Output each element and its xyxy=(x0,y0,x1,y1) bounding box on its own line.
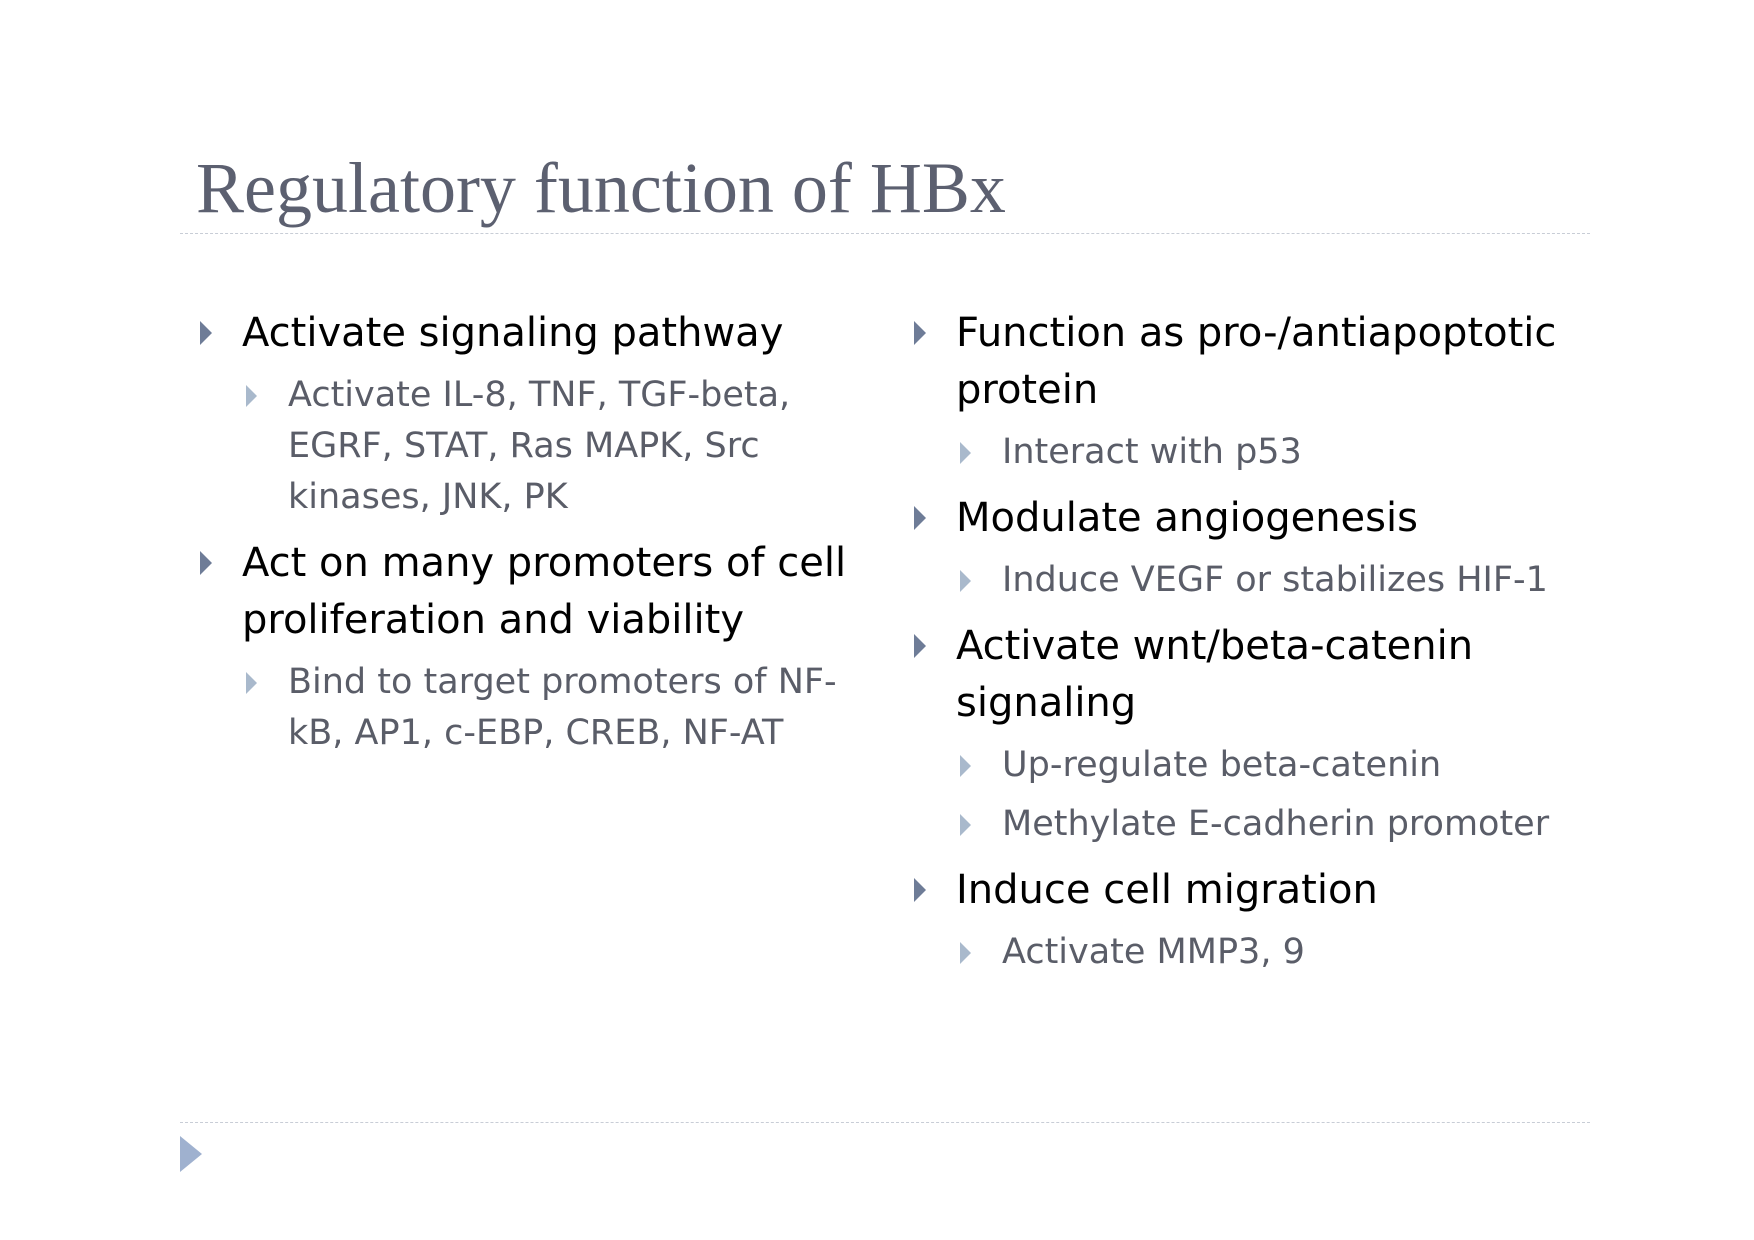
bullet-arrow-icon xyxy=(914,506,926,530)
sub-bullet-item xyxy=(956,927,1600,978)
left-column xyxy=(196,305,866,771)
sub-bullet-item xyxy=(956,740,1600,791)
sub-bullet-arrow-icon xyxy=(960,755,971,777)
sub-bullet-arrow-icon xyxy=(246,672,257,694)
sub-bullet-item xyxy=(956,799,1600,850)
bullet-item xyxy=(196,305,866,523)
bullet-item xyxy=(910,490,1600,606)
bullet-item xyxy=(910,618,1600,850)
sub-bullet-item xyxy=(956,427,1600,478)
sub-bullet-text: Activate MMP3, 9 xyxy=(1002,932,1305,972)
bullet-arrow-icon xyxy=(914,634,926,658)
footer-triangle-icon xyxy=(180,1136,202,1172)
sub-bullet-item xyxy=(242,370,866,523)
sub-bullet-arrow-icon xyxy=(960,442,971,464)
bullet-item xyxy=(910,862,1600,978)
sub-bullet-text: Up-regulate beta-catenin xyxy=(1002,745,1442,785)
sub-bullet-arrow-icon xyxy=(960,942,971,964)
bullet-arrow-icon xyxy=(200,321,212,345)
sub-bullet-text: Bind to target promoters of NF-kB, AP1, c-EBP, CREB, NF-AT xyxy=(288,662,837,753)
bullet-text: Function as pro-/antiapoptotic protein xyxy=(956,310,1557,413)
slide-title: Regulatory function of HBx xyxy=(196,148,1006,228)
sub-bullet-text: Activate IL-8, TNF, TGF-beta, EGRF, STAT, Ras MAPK, Src kinases, JNK, PK xyxy=(288,375,791,517)
bullet-text: Induce cell migration xyxy=(956,867,1378,913)
footer-divider xyxy=(180,1122,1590,1123)
bullet-arrow-icon xyxy=(914,878,926,902)
sub-bullet-text: Methylate E-cadherin promoter xyxy=(1002,804,1550,844)
bullet-item xyxy=(910,305,1600,478)
title-divider xyxy=(180,233,1590,234)
sub-bullet-text: Induce VEGF or stabilizes HIF-1 xyxy=(1002,560,1548,600)
bullet-text: Modulate angiogenesis xyxy=(956,495,1418,541)
bullet-item xyxy=(196,535,866,759)
sub-bullet-arrow-icon xyxy=(960,814,971,836)
right-column xyxy=(910,305,1600,990)
sub-bullet-arrow-icon xyxy=(246,385,257,407)
sub-bullet-text: Interact with p53 xyxy=(1002,432,1302,472)
sub-bullet-item xyxy=(956,555,1600,606)
bullet-arrow-icon xyxy=(914,321,926,345)
bullet-text: Act on many promoters of cell proliferation and viability xyxy=(242,540,847,643)
bullet-text: Activate signaling pathway xyxy=(242,310,784,356)
bullet-arrow-icon xyxy=(200,551,212,575)
sub-bullet-item xyxy=(242,657,866,759)
bullet-text: Activate wnt/beta-catenin signaling xyxy=(956,623,1474,726)
sub-bullet-arrow-icon xyxy=(960,570,971,592)
